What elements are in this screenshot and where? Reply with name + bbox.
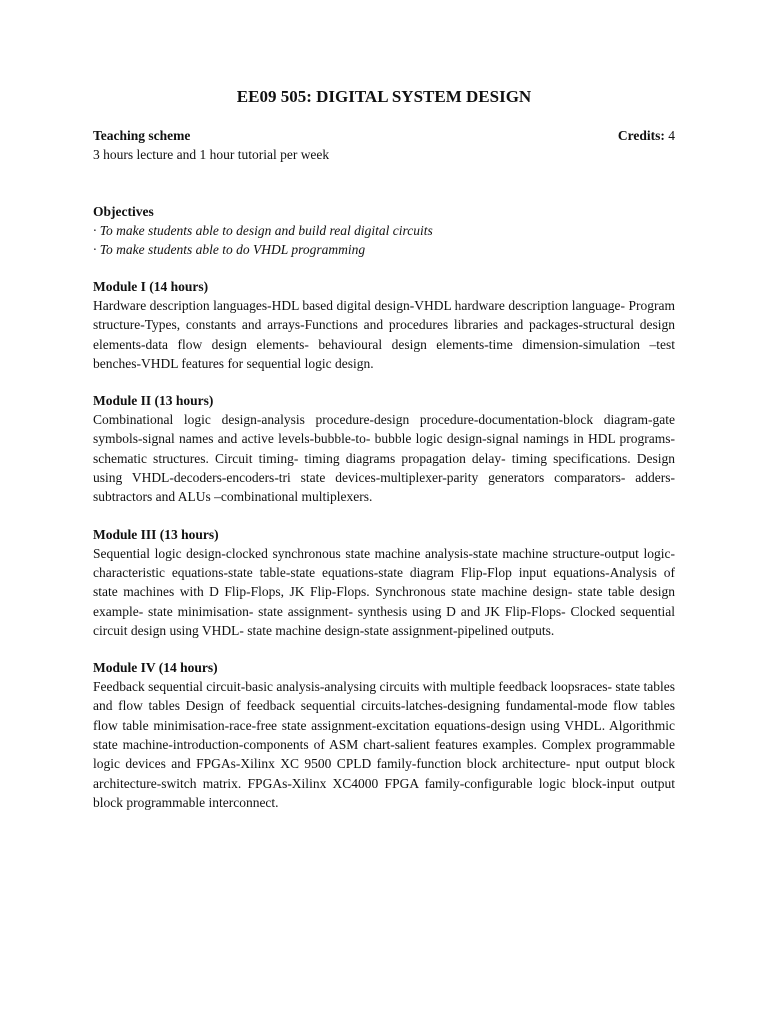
- objective-item: · To make students able to do VHDL programming: [93, 242, 366, 257]
- module-4-heading: Module IV (14 hours): [93, 660, 218, 676]
- module-2-body: Combinational logic design-analysis procedure-design procedure-documentation-block diagram-gate symbols-signal names and active levels-bubble-to- bubble logic design-signal namings in HDL programs-schematic structures. Circuit timing- timing diagrams propagation delay- timing specifications. Design using VHDL-decoders-encoders-tri state devices-multiplexer-parity generators comparators- adders- subtractors and ALUs –combinational multiplexers.: [93, 412, 675, 505]
- document-page: [93, 86, 675, 812]
- module-3-heading: Module III (13 hours): [93, 526, 219, 542]
- credits-label: Credits:: [617, 128, 665, 143]
- module-1-body: Hardware description languages-HDL based digital design-VHDL hardware description language- Program structure-Types, constants and arrays-Functions and procedures libraries and packages-structural design elements-data flow design elements- behavioural design elements-time dimension-simulation –test benches-VHDL features for sequential logic design.: [93, 298, 675, 371]
- module-3-body: Sequential logic design-clocked synchronous state machine analysis-state machine structure-output logic-characteristic equations-state table-state equations-state diagram Flip-Flop input equations-Analysis of state machines with D Flip-Flops, JK Flip-Flops. Synchronous state machine design- state table design example- state minimisation- state assignment- synthesis using D and JK Flip-Flops- Clocked sequential circuit design using VHDL- state machine design-state assignment-pipelined outputs.: [93, 545, 675, 638]
- module-2-heading: Module II (13 hours): [93, 393, 214, 409]
- teaching-scheme-label: Teaching scheme: [93, 128, 191, 143]
- page-title: EE09 505: DIGITAL SYSTEM DESIGN: [236, 87, 532, 106]
- teaching-scheme-row: [93, 126, 675, 145]
- credits-value: 4: [668, 128, 675, 143]
- credits: [618, 126, 675, 145]
- teaching-hours: 3 hours lecture and 1 hour tutorial per week: [93, 147, 330, 162]
- module-1-heading: Module I (14 hours): [93, 279, 209, 294]
- objective-item: · To make students able to design and build real digital circuits: [93, 223, 433, 238]
- objectives-heading: Objectives: [93, 204, 154, 219]
- module-4-body: Feedback sequential circuit-basic analysis-analysing circuits with multiple feedback loopsraces- state tables and flow tables Design of feedback sequential circuits-latches-designing fundamental-mode flow tables flow table minimisation-race-free state assignment-excitation equations-design using VHDL. Algorithmic state machine-introduction-components of ASM chart-salient features examples. Complex programmable logic devices and FPGAs-Xilinx XC 9500 CPLD family-function block architecture- nput output block architecture-switch matrix. FPGAs-Xilinx XC4000 FPGA family-configurable logic block-input output block programmable interconnect.: [93, 679, 675, 810]
